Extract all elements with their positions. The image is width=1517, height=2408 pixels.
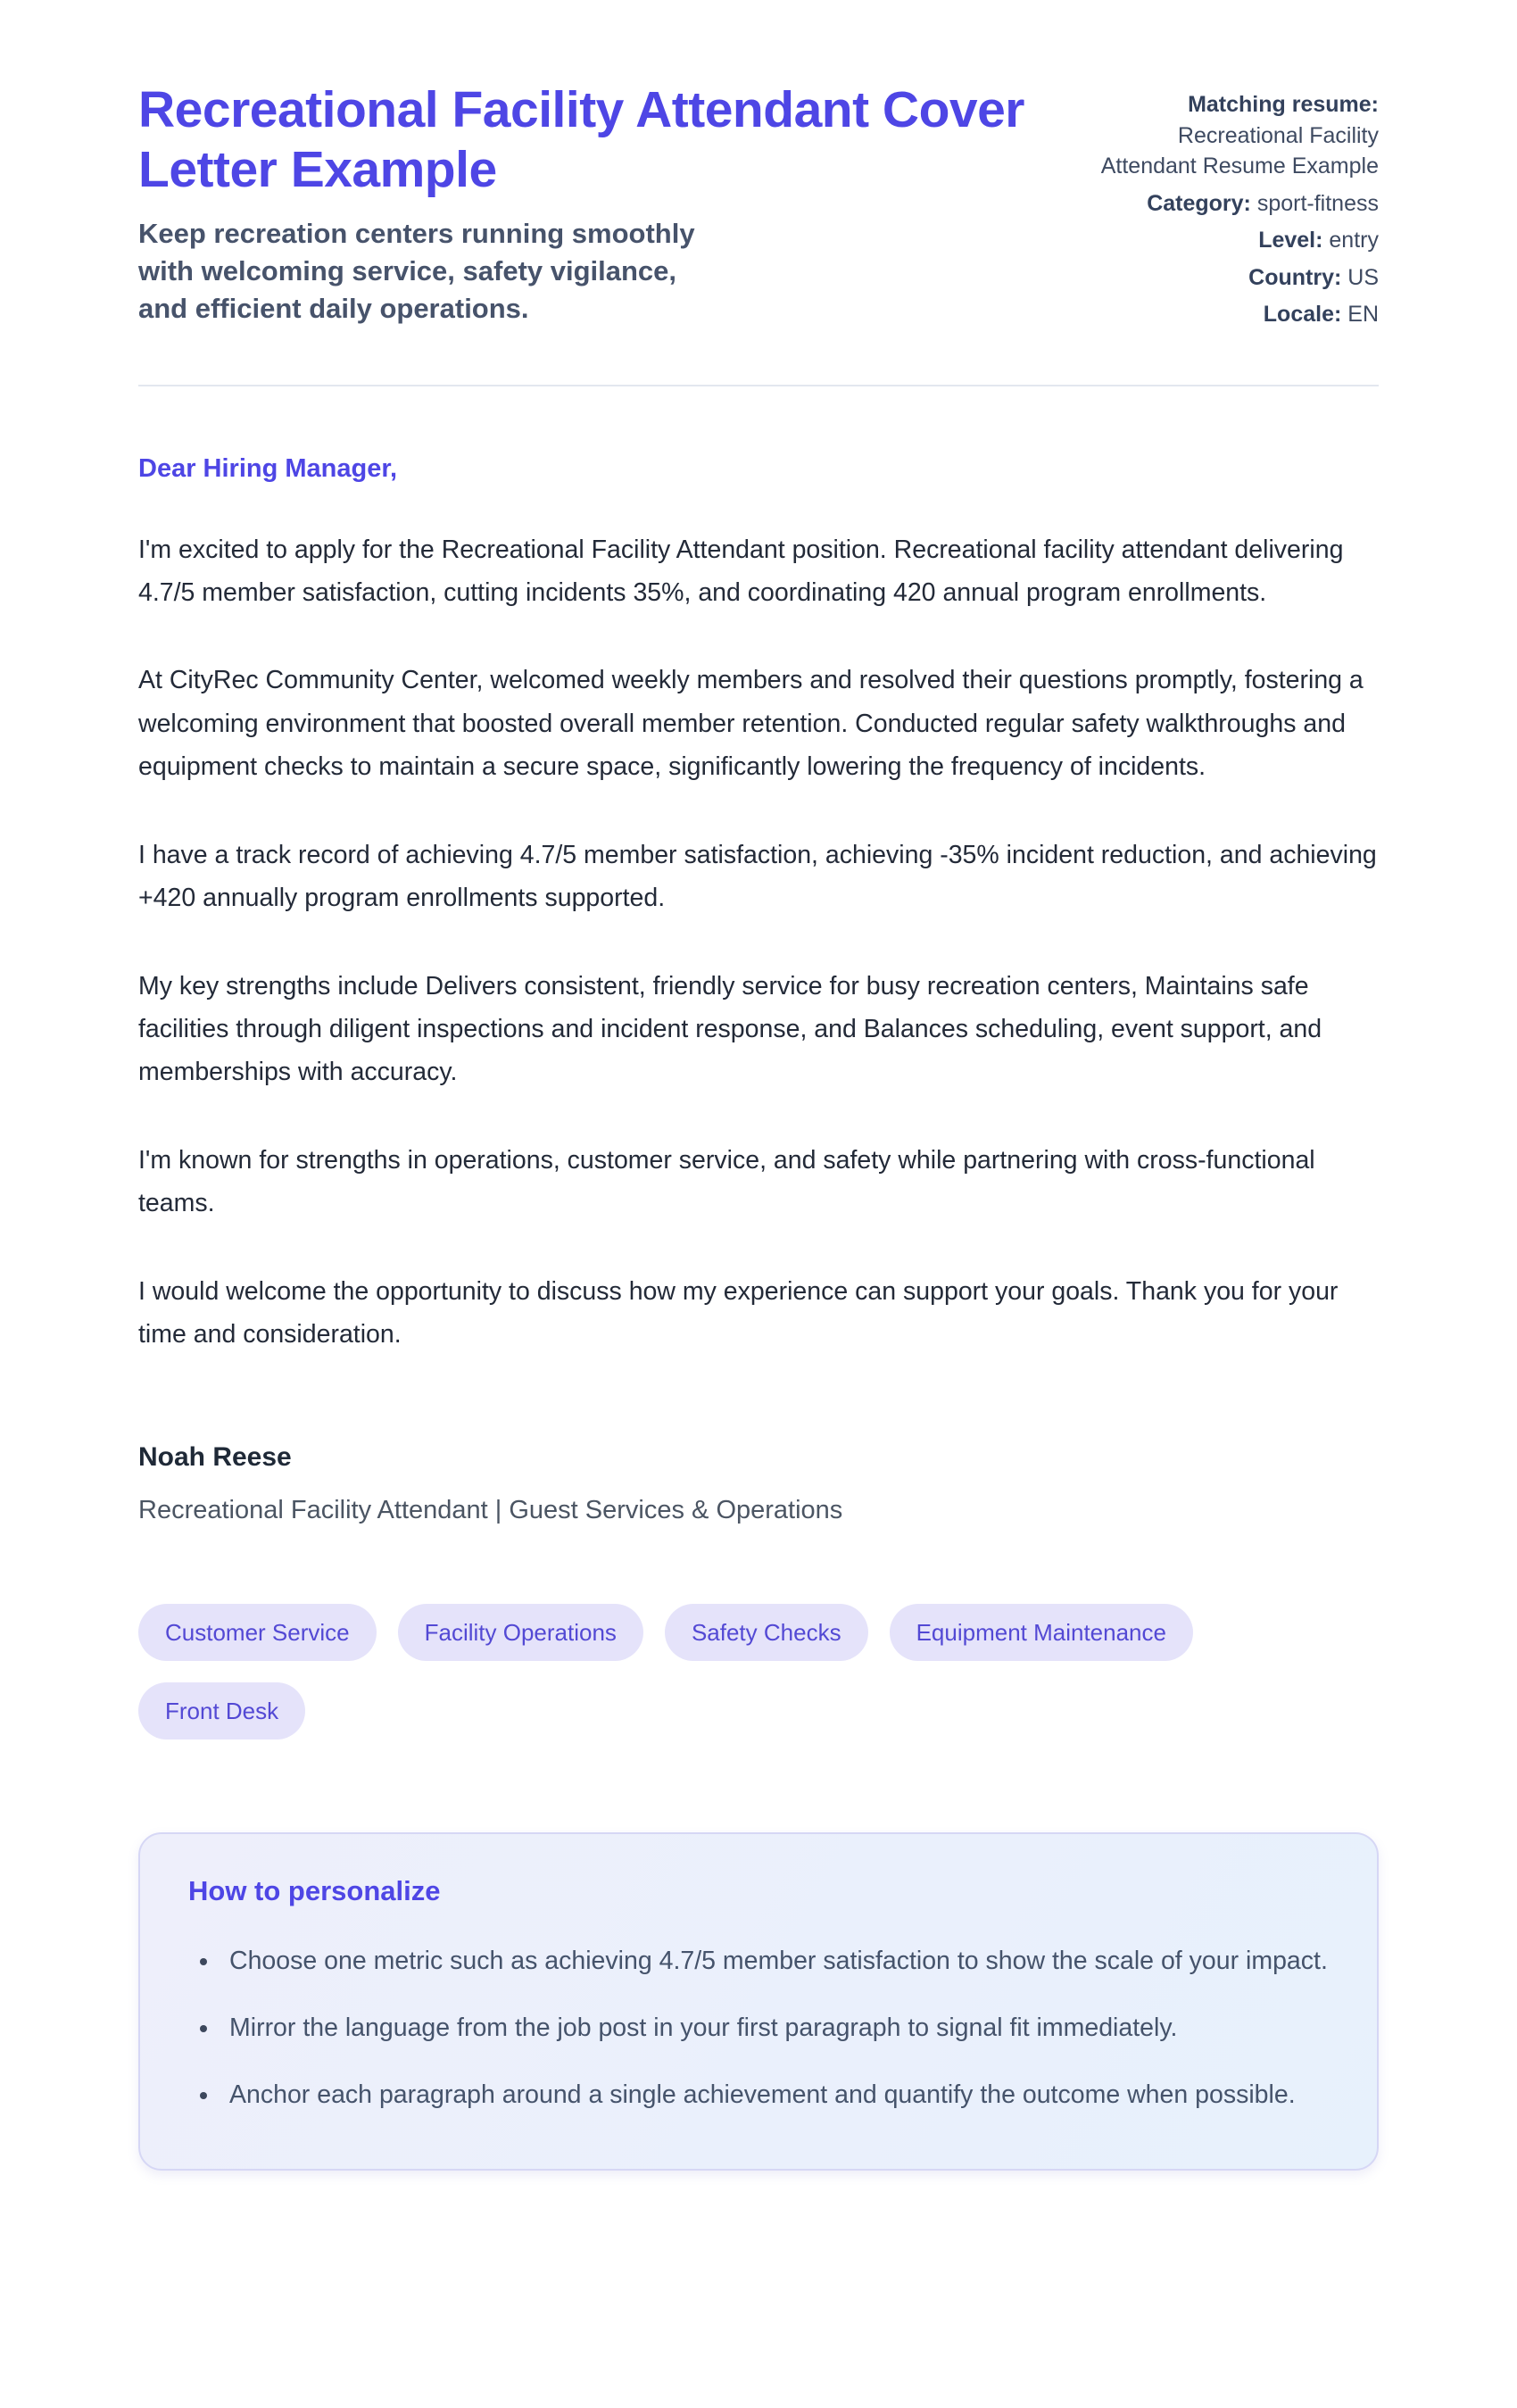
page-title: Recreational Facility Attendant Cover Letter Example: [138, 81, 1024, 199]
tip-item-1: • Choose one metric such as achieving 4.7/5 member satisfaction to show the scale of your impact.: [220, 1939, 1329, 1983]
meta-matching-resume-label: Matching resume:: [1188, 92, 1379, 117]
skill-tag-equipment-maintenance: Equipment Maintenance: [890, 1604, 1193, 1661]
meta-locale-value: EN: [1347, 302, 1379, 327]
skill-tags-row: [138, 1604, 1379, 1740]
skill-tag-front-desk: Front Desk: [138, 1682, 305, 1740]
tip-item-3: • Anchor each paragraph around a single achievement and quantify the outcome when possible.: [220, 2073, 1329, 2117]
resume-meta: [1098, 80, 1379, 336]
header-divider: [138, 385, 1379, 386]
meta-locale-label: Locale:: [1263, 302, 1342, 327]
meta-country-value: US: [1347, 264, 1379, 290]
letter-paragraph-4: My key strengths include Delivers consistent, friendly service for busy recreation centers, Maintains safe facilities through diligent inspections and incident response, and Balances scheduling, event support, and memberships with accuracy.: [138, 971, 1322, 1087]
page-subtitle: Keep recreation centers running smoothly with welcoming service, safety vigilance, and efficient daily operations.: [138, 217, 695, 324]
meta-locale: [1098, 299, 1379, 330]
header: [138, 80, 1379, 336]
meta-level-label: Level:: [1258, 228, 1323, 253]
signature-role: Recreational Facility Attendant | Guest Services & Operations: [138, 1495, 843, 1524]
meta-matching-resume: [1098, 89, 1379, 182]
meta-country: [1098, 262, 1379, 294]
letter-paragraph-2: At CityRec Community Center, welcomed weekly members and resolved their questions promptly, fostering a welcoming environment that boosted overall member retention. Conducted regular safety walkthroughs and equipment checks to maintain a secure space, significantly lowering the frequency of incidents.: [138, 666, 1364, 782]
meta-level: [1098, 225, 1379, 256]
meta-category: [1098, 188, 1379, 220]
meta-country-label: Country:: [1248, 264, 1342, 290]
letter-paragraph-3: I have a track record of achieving 4.7/5 member satisfaction, achieving -35% incident reduction, and achieving +420 annually program enrollments supported.: [138, 840, 1377, 913]
meta-matching-resume-value: Recreational Facility Attendant Resume Example: [1100, 122, 1379, 179]
skill-tag-customer-service: Customer Service: [138, 1604, 377, 1661]
tip-item-2: • Mirror the language from the job post in your first paragraph to signal fit immediately.: [220, 2006, 1329, 2050]
meta-category-label: Category:: [1147, 190, 1251, 216]
letter-paragraph-5: I'm known for strengths in operations, customer service, and safety while partnering with cross-functional teams.: [138, 1145, 1315, 1218]
header-title-block: [138, 80, 1057, 328]
skill-tag-facility-operations: Facility Operations: [398, 1604, 643, 1661]
letter-body: [138, 454, 1379, 1525]
meta-level-value: entry: [1329, 228, 1379, 253]
cover-letter-page: [138, 0, 1379, 2258]
signature-name: Noah Reese: [138, 1441, 292, 1472]
skill-tag-safety-checks: Safety Checks: [665, 1604, 868, 1661]
letter-paragraph-1: I'm excited to apply for the Recreational Facility Attendant position. Recreational facility attendant delivering 4.7/5 member satisfaction, cutting incidents 35%, and coordinating 420 annual program enrollments.: [138, 535, 1344, 607]
letter-paragraph-6: I would welcome the opportunity to discuss how my experience can support your goals. Thank you for your time and consideration.: [138, 1276, 1339, 1349]
tips-list: [188, 1939, 1329, 2117]
personalize-tips-box: [138, 1832, 1379, 2171]
meta-category-value: sport-fitness: [1256, 190, 1379, 216]
salutation: Dear Hiring Manager,: [138, 453, 398, 483]
tips-title: How to personalize: [188, 1874, 441, 1906]
